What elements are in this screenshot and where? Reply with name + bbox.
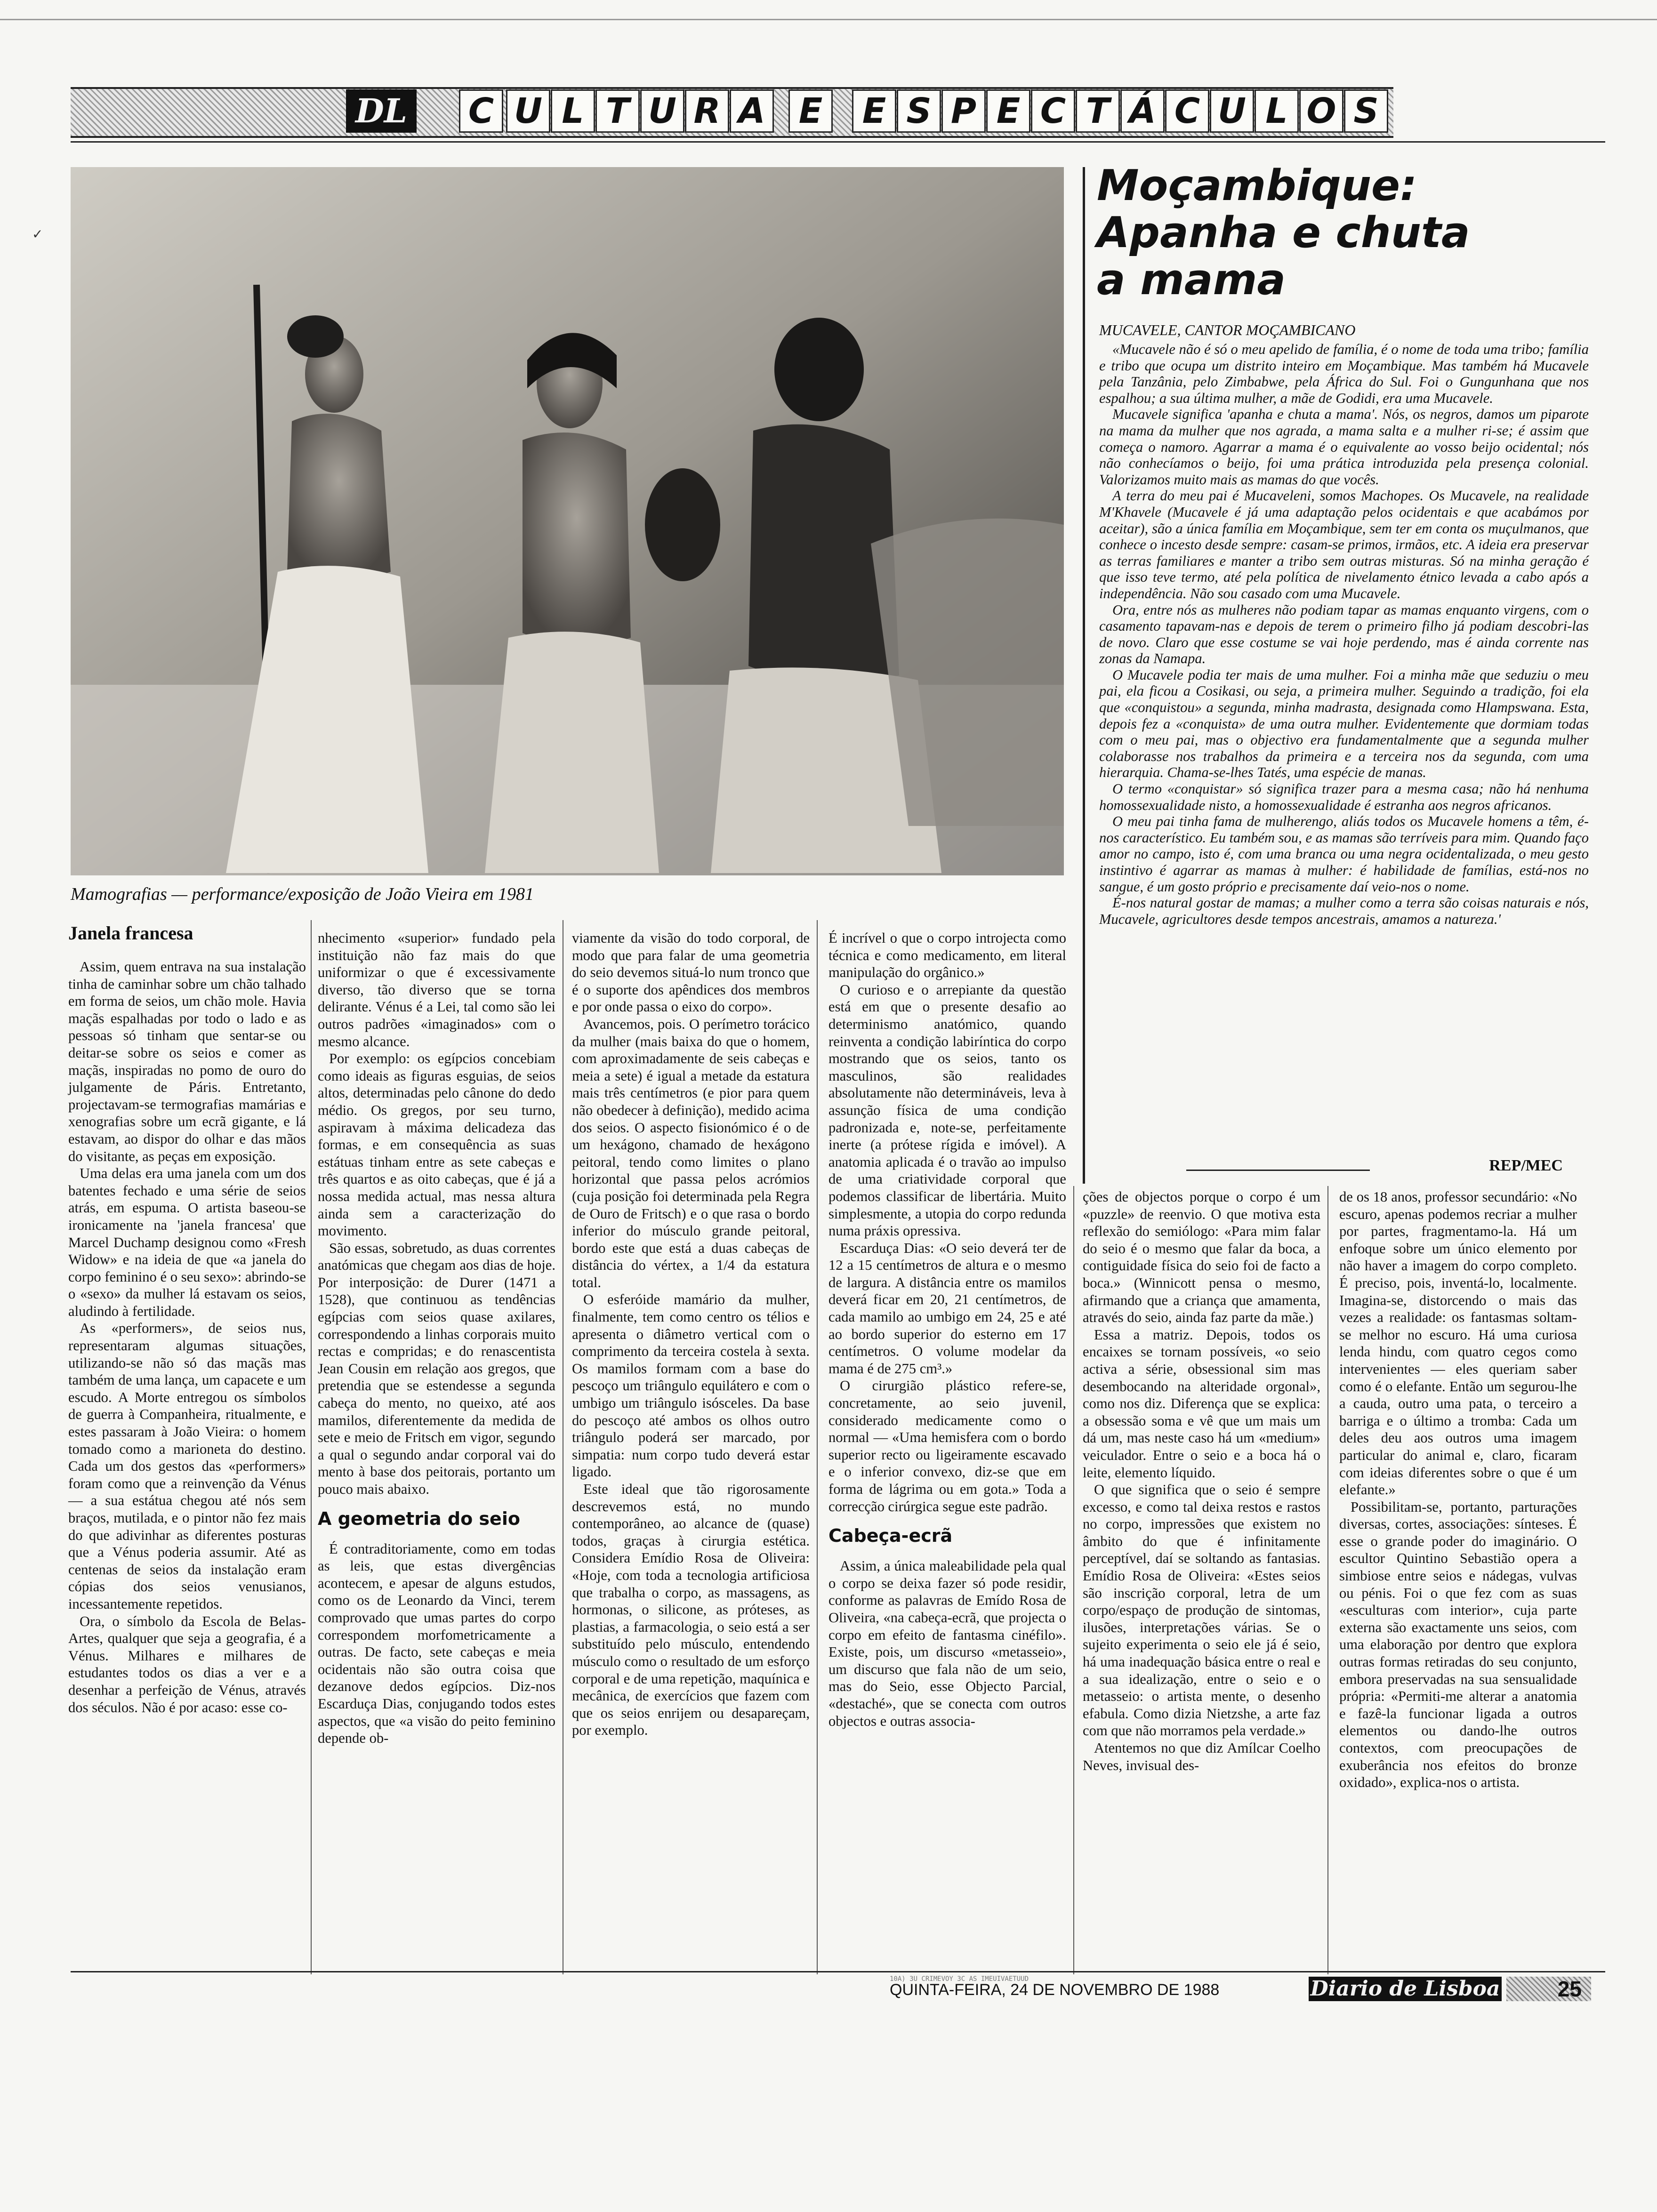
section-title-letter: C xyxy=(1165,89,1209,133)
section-title-letter: O xyxy=(1299,89,1343,133)
column-paragraph: É contraditoriamente, como em todas as leis, que estas divergências acontecem, e apesar de alguns estudos, como os de Leonardo da Vinci, terem comprovado que umas partes do corpo correspondem morfometricamente a outras. De facto, sete cabeças e meia ocidentais não são outra coisa que dezanove dedos egípcios. Diz-nos Escarduça Dias, conjugando todos estes aspectos, que «a visão do peito feminino depende ob- xyxy=(318,1540,555,1747)
article-paragraph: A terra do meu pai é Mucaveleni, somos Machopes. Os Mucavele, na realidade M'Khavele (Mucavele é já uma adaptação pelos ocidentais e que acabámos por aceitar), são a única família em Moçambique, sem ter em conta os muçulmanos, que conhece o incesto desde sempre: casam-se primos, irmãos, etc. A ideia era preservar as terras familiares e manter a tribo sem outras misturas. Só na minha geração é que isso teve termo, até pela política de nivelamento étnico levada a cabo após a independência. Não sou casado com uma Mucavele. xyxy=(1099,488,1589,601)
footer-masthead: Diario de Lisboa xyxy=(1309,1977,1502,2001)
column-paragraph: Atentemos no que diz Amílcar Coelho Neves, invisual des- xyxy=(1083,1740,1320,1773)
performance-photo xyxy=(71,167,1064,875)
column-1 xyxy=(68,922,306,1716)
section-title-letter: T xyxy=(595,89,640,133)
headline-line-2: Apanha e chuta xyxy=(1097,208,1470,257)
article-paragraph: É-nos natural gostar de mamas; a mulher como a terra são coisas naturais e nós, Mucavele, agricultores desde tempos ancestrais, amamos a natureza.' xyxy=(1099,895,1589,927)
column-2 xyxy=(318,930,555,1747)
header-rule xyxy=(71,141,1605,143)
section-title-letter: Á xyxy=(1120,89,1165,133)
column-paragraph: Ora, o símbolo da Escola de Belas-Artes, qualquer que seja a geografia, é a Vénus. Milhares e milhares de estudantes todos os dias a ver e a desenhar a perfeição de Vénus, através dos séculos. Não é por acaso: esse co- xyxy=(68,1613,306,1715)
column-paragraph: Possibilitam-se, portanto, parturações diversas, cortes, associações: sínteses. É esse o grande poder do imaginário. O escultor Quintino Sebastião opera a simbiose entre seios e nádegas, vulvas ou pénis. Foi o que fez com as suas «esculturas com interior», cuja parte externa são exactamente uns seios, com uma elaboração por dentro que explora outras formas retiradas do seu conjunto, embora preservadas na sua sensualidade própria: «Permiti-me alterar a anatomia e fazê-la funcionar ligada a outros elementos ou dando-lhe outros contextos, com preocupações de exuberância nos efeitos do bronze oxidado», explica-nos o artista. xyxy=(1339,1499,1577,1791)
column-paragraph: ções de objectos porque o corpo é um «puzzle» de reenvio. O que motiva esta reflexão do semiólogo: «Para mim falar do seio é o mesmo que falar da boca, a contiguidade física do seio foi de facto a boca.» (Winnicott pensa o mesmo, afirmando que a criança que amamenta, através do seio, ainda faz parte da mãe.) xyxy=(1083,1189,1320,1326)
article-rule xyxy=(1083,167,1085,1184)
column-paragraph: O esferóide mamário da mulher, finalmente, tem como centro os télios e apresenta o diâmetro vertical com o comprimento da terceira costela à sexta. Os mamilos formam com a base do pescoço um triângulo equilátero e com o umbigo um triângulo isósceles. Da base do pescoço até ambos os olhos outro triângulo poderá ser marcado, por simpatia: num corpo tudo deverá estar ligado. xyxy=(572,1291,810,1480)
section-title-letter: L xyxy=(1255,89,1299,133)
column-paragraph: Assim, a única maleabilidade pela qual o corpo se deixa fazer só pode residir, conforme as palavras de Emído Rosa de Oliveira, «na cabeça-ecrã, que projecta o corpo em efeito de fantasma cinéfilo». Existe, pois, um discurso «metasseio», um discurso que fala não de um seio, mas do Seio, esse Objecto Parcial, «destaché», que se conecta com outros objectos e outras associa- xyxy=(828,1558,1066,1729)
column-paragraph: viamente da visão do todo corporal, de modo que para falar de uma geometria do seio devemos situá-lo num tronco que é o suporte dos apêndices dos membros e por onde passa o eixo do corpo». xyxy=(572,930,810,1015)
figure-3-head xyxy=(774,318,864,421)
section-title-letter: U xyxy=(506,89,550,133)
section-title-letter: E xyxy=(788,89,833,133)
column-rule xyxy=(1327,1186,1328,1974)
article-byline: MUCAVELE, CANTOR MOÇAMBICANO xyxy=(1099,321,1356,338)
headline-line-3: a mama xyxy=(1097,255,1286,305)
column-rule xyxy=(311,920,312,1974)
column-paragraph: de os 18 anos, professor secundário: «No escuro, apenas podemos recriar a mulher por partes, fragmentamo-la. Há um enfoque sobre um único elemento por não haver a imagem do corpo completo. É preciso, pois, inventá-lo, localmente. Imagina-se, distorcendo o mais das vezes a realidade: os fantasmas soltam-se melhor no escuro. Há uma curiosa lenda hindu, com quatro cegos como intervenientes — eles queriam saber como é o elefante. Então um segurou-lhe a cauda, outro uma pata, o terceiro a barriga e o último a tromba: Cada um deles deu aos outros uma imagem particular do animal e, claro, ficaram com ideias diferentes sobre o que é um elefante.» xyxy=(1339,1189,1577,1498)
section-title-letter: R xyxy=(685,89,729,133)
column-3 xyxy=(572,930,810,1739)
column-paragraph: É incrível o que o corpo introjecta como técnica e como medicamento, em literal manipulação do orgânico.» xyxy=(828,930,1066,981)
section-title-letter: E xyxy=(986,89,1030,133)
column-6 xyxy=(1339,1188,1577,1791)
footer-date: QUINTA-FEIRA, 24 DE NOVEMBRO DE 1988 xyxy=(890,1981,1220,1999)
section-title-letter: S xyxy=(1344,89,1388,133)
article-paragraph: «Mucavele não é só o meu apelido de família, é o nome de toda uma tribo; família e tribo que ocupa um distrito inteiro em Moçambique. Mas também há Mucavele pela Tanzânia, pelo Zimbabwe, pela África do Sul. Foi o Gungunhana que nos espalhou; a sua última mulher, a mãe de Godidi, era uma Mucavele. xyxy=(1099,341,1589,406)
section-heading: Janela francesa xyxy=(68,922,193,944)
footer-scan-strip: 10A) 3U CRIMEVOY 3C AS IMEUIVAETUUD xyxy=(890,1975,1029,1983)
section-title-letter: P xyxy=(941,89,986,133)
column-paragraph: Este ideal que tão rigorosamente descrevemos está, no mundo contemporâneo, ao alcance de (quase) todos, graças à cirurgia estética. Considera Emídio Rosa de Oliveira: «Hoje, com toda a tecnologia artificiosa que trabalha o corpo, as massagens, as hormonas, o silicone, as próteses, as plastias, a farmacologia, o seio está a ser substituído pelo músculo, entendendo músculo como o resultado de um esforço corporal e de uma repetição, maquínica e mecânica, de exercícios que fazem com que os seios enrijem ou desapareçam, por exemplo. xyxy=(572,1481,810,1739)
section-title-letter: E xyxy=(852,89,896,133)
column-paragraph: Escarduça Dias: «O seio deverá ter de 12 a 15 centímetros de altura e o mesmo de largura. A distância entre os mamilos deverá ficar em 20, 21 centímetros, de cada mamilo ao umbigo em 24, 25 e até ao bordo superior do esterno em 17 centímetros. O volume modelar da mama é de 275 cm³.» xyxy=(828,1240,1066,1377)
column-paragraph: São essas, sobretudo, as duas correntes anatómicas que chegam aos dias de hoje. Por interposição: de Durer (1471 a 1528), que continuou as tendências egípcias com seios quase axilares, correspondendo a linhas corporais muito rectas e compridas; e do renascentista Jean Cousin em relação aos gregos, que pretendia que se estendesse a segunda cabeça do mento, no queixo, até aos mamilos, diferentemente da medida de sete e meio de Fritsch em vigor, segundo a qual o segundo andar corporal vai do mento à base dos peitorais, portanto um pouco mais abaixo. xyxy=(318,1240,555,1497)
helmet xyxy=(645,468,720,581)
column-paragraph: O curioso e o arrepiante da questão está em que o presente desafio ao determinismo anatómico, quando reinventa a condição labiríntica do corpo mostrando que os seios, tanto os masculinos, são realidades absolutamente não determináveis, leva à assunção física de uma condição padronizada e, note-se, perfeitamente inerte (a prótese rígida e imóvel). A anatomia aplicada é o travão ao impulso de uma criatividade corporal que podemos classificar de libertária. Muito simplesmente, a utopia do corpo redunda numa práxis opressiva. xyxy=(828,981,1066,1239)
column-paragraph: Essa a matriz. Depois, todos os encaixes se tornam possíveis, «o seio activa a série, obsessional sim mas desembocando na alteridade orgonal», como nos diz. Diferença que se explica: a obsessão soma e vê que um mais um dá um, mas neste caso há um «medium» veiculador. Entre o seio e a boca há o leite, elemento líquido. xyxy=(1083,1326,1320,1481)
headline-line-1: Moçambique: xyxy=(1097,161,1417,210)
column-paragraph: Avancemos, pois. O perímetro torácico da mulher (mais baixa do que o homem, com aproximadamente de seis cabeças e meia a sete) é igual a metade da estatura mais três centímetros (e pior para quem não obedecer à definição), medido acima dos seios. O aspecto fisionómico é o de um hexágono, chamado de hexágono peitoral, tendo como limites o plano horizontal que passa pelos acrómios (cuja posição foi determinada pela Regra de Ouro de Fritsch) e o que rasa o bordo inferior do músculo grande peitoral, bordo este que está a duas cabeças de distância do vértex, a 1/4 da estatura total. xyxy=(572,1016,810,1290)
column-paragraph: Assim, quem entrava na sua instalação tinha de caminhar sobre um chão talhado em forma de seios, um chão mole. Havia maçãs espalhadas por todo o lado e as pessoas só tinham que sentar-se ou deitar-se sobre os seios e comer as maçãs, inspiradas no pomo de ouro do julgamente de Páris. Entretanto, projectavam-se termografias mamárias e xenografias sobre um ecrã gigante, e lá estavam, ao dispor do olhar e das mãos do visitante, as peças em exposição. xyxy=(68,959,306,1164)
article-body xyxy=(1099,341,1589,927)
page-number: 25 xyxy=(1506,1977,1591,2001)
margin-mark-icon: ✓ xyxy=(32,227,43,242)
newspaper-logo: DL xyxy=(346,89,417,133)
article-separator xyxy=(1186,1170,1370,1171)
article-paragraph: Ora, entre nós as mulheres não podiam tapar as mamas enquanto virgens, com o casamento tapavam-nas e depois de terem o primeiro filho já podiam descobri-las de novo. Claro que esse costume se vai hoje perdendo, mas é ainda corrente nas zonas da Namapa. xyxy=(1099,601,1589,667)
article-signature: REP/MEC xyxy=(1489,1157,1563,1174)
figure-2-torso xyxy=(523,433,631,646)
column-paragraph: Por exemplo: os egípcios concebiam como ideais as figuras esguias, de seios altos, determinadas pelo cânone do dedo médio. Os gregos, por seu turno, aspiravam à máxima delicadeza das formas, e em consequência as suas estátuas tinham entre as sete cabeças e três quartos e as oito cabeças, que é já a nossa medida actual, mas nessa altura ainda sem a caracterização do movimento. xyxy=(318,1050,555,1239)
figure-2-skirt xyxy=(485,632,659,873)
column-5 xyxy=(1083,1188,1320,1774)
column-paragraph: As «performers», de seios nus, representaram algumas situações, utilizando-se não só das maçãs mas também de uma lança, um capacete e um escudo. A Morte entregou os símbolos de guerra à Companheira, ritualmente, e estes passaram à João Vieira: o homem tomado como a marioneta do destino. Cada um dos gestos das «performers» foram como que a reinvenção da Vénus — a sua estátua chegou até nós sem braços, mutilada, e o pintor não fez mais do que adivinhar as diferentes posturas que a Vénus poderia assumir. Até as centenas de seios da instalação eram cópias dos seios venusianos, incessantemente repetidos. xyxy=(68,1320,306,1612)
section-title-letter: U xyxy=(1210,89,1254,133)
article-paragraph: Mucavele significa 'apanha e chuta a mama'. Nós, os negros, damos um piparote na mama da mulher que nos agrada, a mama salta e a mulher ri-se; é assim que começa o namoro. Agarrar a mama é o equivalente ao vosso beijo ocidental; nós não conhecíamos o beijo, foi uma prática introduzida pela presença colonial. Valorizamos muito mais as mamas do que vocês. xyxy=(1099,406,1589,488)
article-paragraph: O termo «conquistar» só significa trazer para a mesma casa; não há nenhuma homossexualidade nisto, a homossexualidade é estranha aos negros africanos. xyxy=(1099,781,1589,813)
section-title-letter: C xyxy=(1031,89,1075,133)
article-paragraph: O meu pai tinha fama de mulherengo, aliás todos os Mucavele homens a têm, é-nos característico. Eu também sou, e as mamas são terríveis para mim. Quando faço amor no campo, isto é, com uma branca ou uma negra ocidentalizada, o meu gesto instintivo é agarrar as mamas à mulher: é habilidade de famílias, está-nos no sangue, é um gosto próprio e precisamente daí veio-nos o nome. xyxy=(1099,813,1589,895)
column-paragraph: Uma delas era uma janela com um dos batentes fechado e uma série de seios atrás, em espuma. O artista baseou-se ironicamente na 'janela francesa' que Marcel Duchamp designou como «Fresh Widow» e na ideia de que «a janela do corpo feminino é o seu sexo»: abrindo-se o «sexo» da mulher lá estavam os seios, aludindo à fertilidade. xyxy=(68,1165,306,1319)
section-title-letter: U xyxy=(640,89,684,133)
footer-rule xyxy=(71,1971,1605,1972)
section-heading: A geometria do seio xyxy=(318,1508,520,1529)
section-title-letter: T xyxy=(1076,89,1120,133)
top-scan-line xyxy=(0,19,1657,20)
photo-illustration xyxy=(71,167,1064,875)
section-title-letter: L xyxy=(551,89,595,133)
section-heading: Cabeça-ecrã xyxy=(828,1525,953,1547)
section-title-letter: C xyxy=(459,89,503,133)
article-paragraph: O Mucavele podia ter mais de uma mulher. Foi a minha mãe que seduziu o meu pai, ela ficou a Cosikasi, ou seja, a primeira mulher. Seguindo a tradição, foi ela que «conquistou» a segunda, minha madrasta, designada como Hlampswana. Esta, depois fez a «conquista» de uma outra mulher. Evidentemente que dormiam todas com o meu pai, mas o objectivo era fundamentalmente que a segunda mulher colaborasse nos trabalhos da primeira e a terceira nos da segunda, com uma hierarquia. Chama-se-lhes Tatés, uma espécie de manas. xyxy=(1099,666,1589,781)
figure-1-torso xyxy=(287,414,391,581)
column-paragraph: O cirurgião plástico refere-se, concretamente, ao seio juvenil, considerado medicamente como o normal — «Uma hemisfera com o bordo superior recto ou ligeiramente escavado e o inferior convexo, diz-se que em forma de lágrima ou em gota.» Toda a correcção cirúrgica segue este padrão. xyxy=(828,1378,1066,1515)
column-paragraph: nhecimento «superior» fundado pela instituição não faz mais do que uniformizar o que é excessivamente diverso, tão diverso que se torna delirante. Vénus é a Lei, tal como são lei outros padrões «imaginados» com o mesmo alcance. xyxy=(318,930,555,1050)
column-rule xyxy=(1073,1186,1074,1974)
section-title-letter: S xyxy=(897,89,941,133)
article-headline xyxy=(1097,162,1473,304)
column-rule xyxy=(817,920,818,1974)
section-title-letter: A xyxy=(730,89,774,133)
column-4 xyxy=(828,930,1066,1730)
column-paragraph: O que significa que o seio é sempre excesso, e como tal deixa restos e rastos no corpo, impressões que existem no âmbito do que é infinitamente perceptível, daí se soltando as fantasias. Emídio Rosa de Oliveira: «Estes seios são inscrição corporal, letra de um corpo/espaço de produção de sintomas, ilusões, interpretações várias. Se o sujeito experimenta o seio ele já é seio, há uma inadequação básica entre o real e a sua idealização, entre o seio e o metasseio: o artista mente, o desenho efabula. Como dizia Nietzshe, a arte faz com que não morramos pela verdade.» xyxy=(1083,1482,1320,1739)
photo-caption: Mamografias — performance/exposição de João Vieira em 1981 xyxy=(71,884,534,904)
